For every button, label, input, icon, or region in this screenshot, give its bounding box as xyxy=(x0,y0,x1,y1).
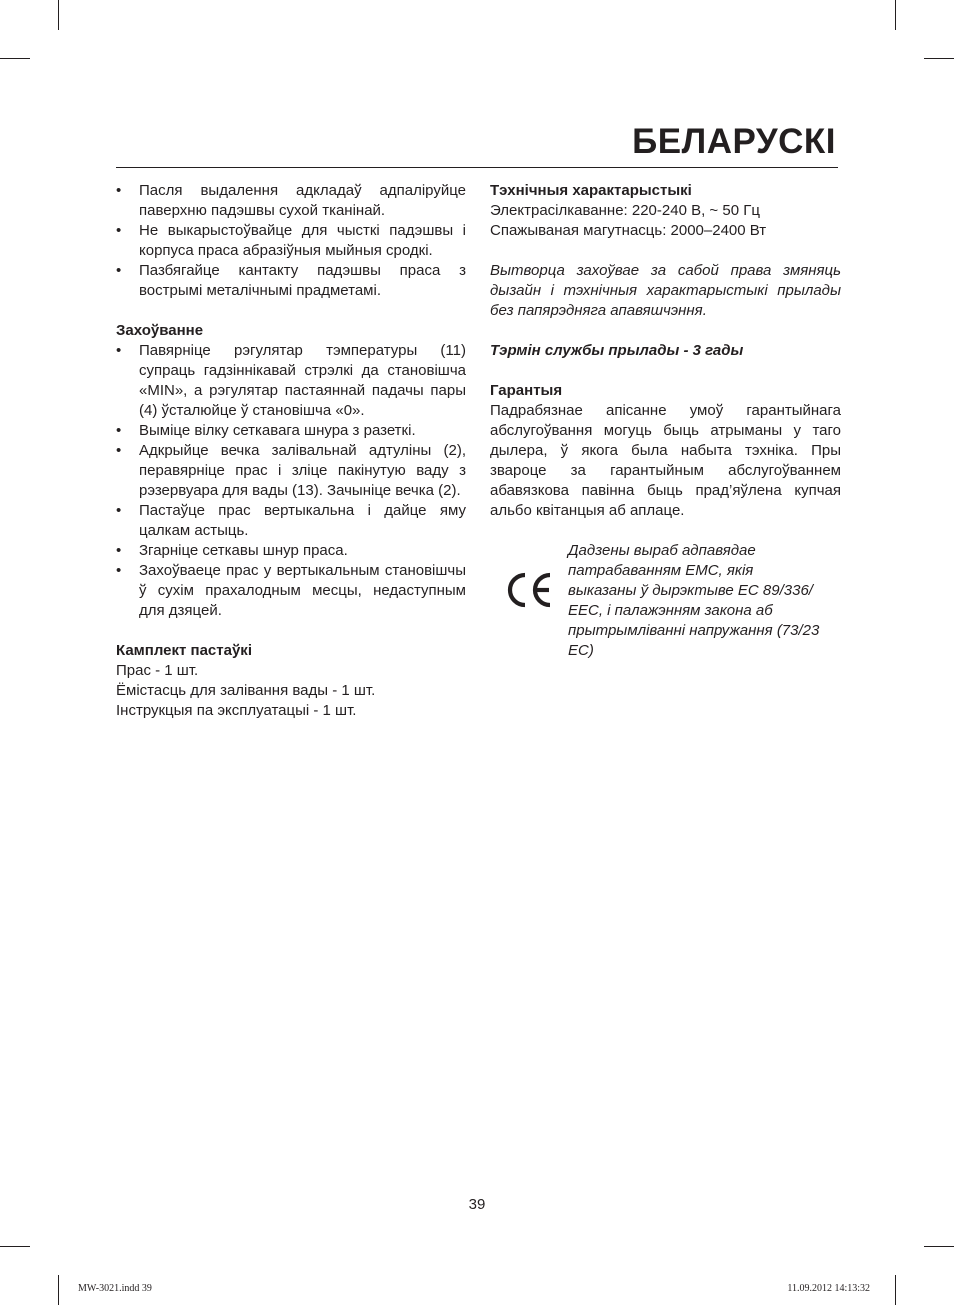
crop-mark xyxy=(895,0,896,30)
warranty-heading: Гарантыя xyxy=(490,382,563,399)
ce-line: ЕС) xyxy=(568,642,594,659)
crop-mark xyxy=(0,58,30,59)
ce-line: ЕЕС, і палажэнням закона аб xyxy=(568,602,773,619)
ce-statement xyxy=(568,541,843,661)
spec-line: Спажываная магутнасць: 2000–2400 Вт xyxy=(490,222,767,239)
service-life: Тэрмін службы прылады - 3 гады xyxy=(490,342,744,359)
list-item: • Пастаўце прас вертыкальна і дайце яму цалкам астыць. xyxy=(116,501,466,541)
package-item: Ёмістасць для залівання вады - 1 шт. xyxy=(116,682,376,699)
crop-mark xyxy=(895,1275,896,1305)
package-item: Інструкцыя па эксплуатацыі - 1 шт. xyxy=(116,702,357,719)
package-item: Прас - 1 шт. xyxy=(116,662,199,679)
manufacturer-note: Вытворца захоўвае за сабой права змяняць дызайн і тэхнічныя характарыстыкі прылады без папярэдняга апавяшчэння. xyxy=(490,262,841,319)
crop-mark xyxy=(58,0,59,30)
cleaning-bullets xyxy=(116,181,466,301)
storage-heading: Захоўванне xyxy=(116,322,204,339)
crop-mark xyxy=(924,1246,954,1247)
ce-line: выказаны ў дырэктыве ЕС 89/336/ xyxy=(568,582,813,599)
specs-heading: Тэхнічныя характарыстыкі xyxy=(490,182,692,199)
crop-mark xyxy=(0,1246,30,1247)
list-item: • Пазбягайце кантакту падэшвы праса з вострымі металічнымі прадметамі. xyxy=(116,261,466,301)
crop-mark xyxy=(924,58,954,59)
list-item: • Адкрыйце вечка залівальнай адтуліны (2), перавярніце прас і зліце пакінутую ваду з рэзервуара для вады (13). Зачыніце вечка (2). xyxy=(116,441,466,501)
spec-line: Электрасілкаванне: 220-240 В, ~ 50 Гц xyxy=(490,202,760,219)
right-column xyxy=(490,181,841,661)
title-divider xyxy=(116,167,838,168)
slug-file: MW-3021.indd 39 xyxy=(78,1283,152,1294)
ce-line: патрабаванням ЕМС, якія xyxy=(568,562,754,579)
ce-line: прытрымліванні напружання (73/23 xyxy=(568,622,820,639)
ce-line: Дадзены выраб адпавядае xyxy=(568,542,756,559)
list-item: • Захоўваеце прас у вертыкальным становішчы ў сухім прахалодным месцы, недаступным для дзяцей. xyxy=(116,561,466,621)
page-title: БЕЛАРУСКІ xyxy=(632,122,836,161)
warranty-text: Падрабязнае апісанне умоў гарантыйнага абслугоўвання могуць быць атрыманы у таго дылера, ў якога была набыта тэхніка. Пры звароце за гарантыйным абслугоўваннем абавязкова павінна быць прад’яўлена купчая альбо квітанцыя аб аплаце. xyxy=(490,402,841,519)
page-number: 39 xyxy=(468,1196,486,1213)
list-item: • Павярніце рэгулятар тэмпературы (11) супраць гадзіннікавай стрэлкі да становішча «MIN», а рэгулятар пастаяннай падачы пары (4) ўсталюйце ў становішча «0». xyxy=(116,341,466,421)
ce-compliance xyxy=(490,541,841,661)
left-column xyxy=(116,181,466,721)
list-item: • Пасля выдалення адкладаў адпаліруйце паверхню падэшвы сухой тканінай. xyxy=(116,181,466,221)
ce-mark-icon xyxy=(504,569,554,611)
list-item: • Выміце вілку сеткавага шнура з разеткі. xyxy=(116,421,466,441)
package-heading: Камплект пастаўкі xyxy=(116,642,252,659)
slug-timestamp: 11.09.2012 14:13:32 xyxy=(787,1283,870,1294)
list-item: • Не выкарыстоўвайце для чысткі падэшвы і корпуса праса абразіўныя мыйныя сродкі. xyxy=(116,221,466,261)
crop-mark xyxy=(58,1275,59,1305)
storage-bullets xyxy=(116,341,466,621)
list-item: • Згарніце сеткавы шнур праса. xyxy=(116,541,466,561)
